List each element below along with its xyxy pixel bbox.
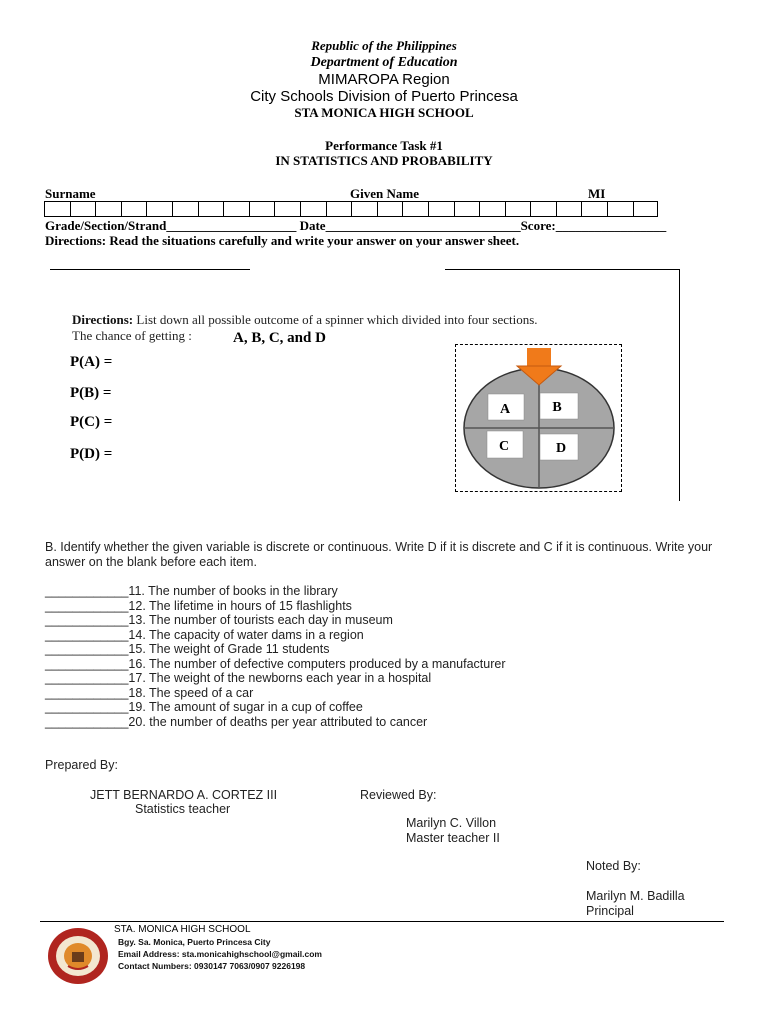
- name-entry-box[interactable]: [377, 201, 403, 217]
- name-entry-box[interactable]: [633, 201, 659, 217]
- name-entry-boxes[interactable]: [44, 201, 658, 217]
- footer-divider: [40, 921, 724, 922]
- spinner-directions: [72, 312, 538, 328]
- name-entry-box[interactable]: [172, 201, 198, 217]
- name-entry-box[interactable]: [249, 201, 275, 217]
- noter-name: Marilyn M. Badilla: [586, 889, 685, 903]
- name-entry-box[interactable]: [428, 201, 454, 217]
- spinner-letters: A, B, C, and D: [233, 330, 326, 346]
- noter-title: Principal: [586, 904, 634, 918]
- spinner-figure: [455, 344, 623, 494]
- probability-d-label: P(D) =: [70, 446, 113, 462]
- spinner-section-d: D: [555, 441, 567, 456]
- footer-address: Bgy. Sa. Monica, Puerto Princesa City: [118, 937, 271, 947]
- preparer-title: Statistics teacher: [135, 802, 231, 816]
- divider-right: [445, 269, 679, 270]
- preparer-name: JETT BERNARDO A. CORTEZ III: [90, 788, 278, 802]
- name-entry-box[interactable]: [95, 201, 121, 217]
- footer-email: Email Address: sta.monicahighschool@gmail.com: [118, 949, 322, 959]
- spinner-arrow-shaft: [527, 348, 551, 368]
- probability-b-label: P(B) =: [70, 385, 112, 401]
- division-heading: City Schools Division of Puerto Princesa: [250, 88, 518, 105]
- name-entry-box[interactable]: [454, 201, 480, 217]
- name-entry-box[interactable]: [505, 201, 531, 217]
- list-item: ____________19. The amount of sugar in a cup of coffee: [45, 700, 363, 714]
- footer-school-name: STA. MONICA HIGH SCHOOL: [114, 924, 251, 935]
- task-subject: IN STATISTICS AND PROBABILITY: [275, 153, 493, 168]
- task-title: Performance Task #1: [325, 138, 443, 153]
- name-entry-box[interactable]: [146, 201, 172, 217]
- name-entry-box[interactable]: [121, 201, 147, 217]
- region-heading: MIMAROPA Region: [318, 71, 450, 88]
- spinner-section-c: C: [498, 439, 510, 454]
- list-item: ____________20. the number of deaths per year attributed to cancer: [45, 714, 428, 729]
- noted-by-label: Noted By:: [586, 859, 641, 873]
- surname-label: Surname: [45, 186, 96, 201]
- grade-section-date-score-row: Grade/Section/Strand____________________ Date______________________________Score:_________________: [45, 218, 667, 233]
- name-entry-box[interactable]: [530, 201, 556, 217]
- section-b-instructions: B. Identify whether the given variable is discrete or continuous. Write D if it is discrete and C if it is continuous. Write your answer on the blank before each item.: [45, 540, 713, 569]
- mi-label: MI: [588, 186, 606, 201]
- name-entry-box[interactable]: [274, 201, 300, 217]
- probability-c-label: P(C) =: [70, 414, 113, 430]
- list-item: ____________14. The capacity of water dams in a region: [45, 627, 364, 642]
- name-entry-box[interactable]: [223, 201, 249, 217]
- list-item: ____________17. The weight of the newborns each year in a hospital: [45, 671, 432, 685]
- list-item: ____________11. The number of books in the library: [45, 584, 338, 598]
- school-heading: STA MONICA HIGH SCHOOL: [294, 105, 474, 120]
- name-entry-box[interactable]: [581, 201, 607, 217]
- list-item: ____________15. The weight of Grade 11 students: [45, 642, 330, 656]
- name-entry-box[interactable]: [607, 201, 633, 217]
- probability-a-label: P(A) =: [70, 354, 113, 370]
- name-entry-box[interactable]: [70, 201, 96, 217]
- name-entry-box[interactable]: [198, 201, 224, 217]
- given-name-label: Given Name: [350, 186, 419, 201]
- name-entry-box[interactable]: [402, 201, 428, 217]
- spinner-section-a: A: [499, 402, 511, 417]
- divider-left: [50, 269, 250, 270]
- spinner-directions-label: Directions:: [72, 312, 134, 327]
- republic-heading: Republic of the Philippines: [311, 38, 457, 53]
- prepared-by-label: Prepared By:: [45, 758, 118, 772]
- list-item: ____________13. The number of tourists each day in museum: [45, 613, 393, 627]
- reviewer-name: Marilyn C. Villon: [406, 816, 497, 830]
- department-heading: Department of Education: [310, 55, 458, 70]
- list-item: ____________12. The lifetime in hours of 15 flashlights: [45, 598, 352, 613]
- name-entry-box[interactable]: [479, 201, 505, 217]
- section-b-items: [45, 584, 506, 729]
- name-entry-box[interactable]: [44, 201, 70, 217]
- main-directions: Directions: Read the situations carefully and write your answer on your answer sheet.: [45, 233, 520, 248]
- school-seal-icon: [46, 926, 110, 986]
- name-entry-box[interactable]: [326, 201, 352, 217]
- spinner-section-b: B: [552, 400, 562, 415]
- list-item: ____________18. The speed of a car: [45, 685, 254, 700]
- name-entry-box[interactable]: [300, 201, 326, 217]
- reviewer-title: Master teacher II: [406, 831, 500, 845]
- divider-vertical: [679, 269, 680, 501]
- spinner-directions-text: List down all possible outcome of a spinner which divided into four sections.: [133, 312, 538, 327]
- footer-contact: Contact Numbers: 0930147 7063/0907 9226198: [118, 961, 306, 971]
- name-entry-box[interactable]: [351, 201, 377, 217]
- list-item: ____________16. The number of defective computers produced by a manufacturer: [45, 656, 506, 671]
- name-entry-box[interactable]: [556, 201, 582, 217]
- reviewed-by-label: Reviewed By:: [360, 788, 437, 802]
- spinner-chance-text: The chance of getting :: [72, 328, 192, 343]
